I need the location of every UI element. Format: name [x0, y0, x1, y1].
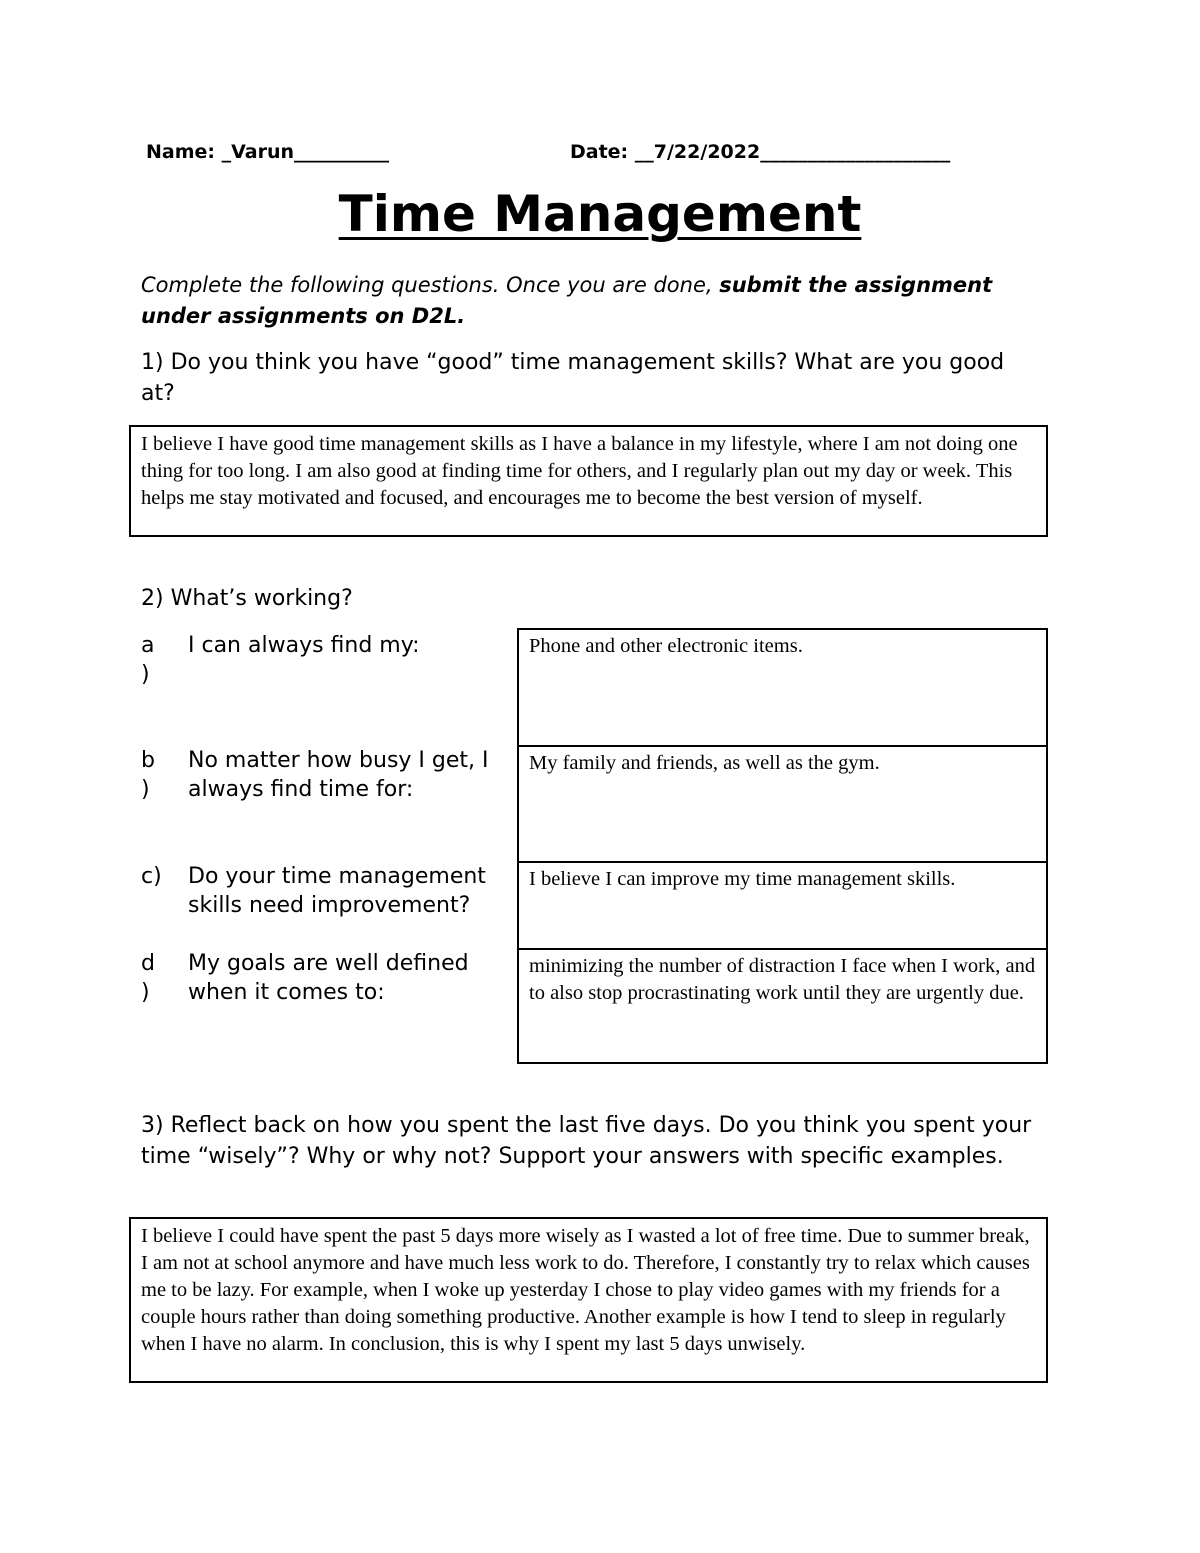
answer-2-table: [517, 628, 1048, 1064]
sub-question-b-prompt: No matter how busy I get, I always find time for:: [188, 748, 489, 802]
instructions-text: Complete the following questions. Once you are done,: [141, 273, 720, 297]
sub-letter-top: b: [141, 748, 155, 773]
answer-2d-cell[interactable]: minimizing the number of distraction I face when I work, and to also stop procrastinating work until they are urgently due.: [519, 948, 1046, 1064]
date-field: Date: __7/22/2022____________________: [570, 141, 951, 163]
sub-question-c-prompt: Do your time management skills need improvement?: [188, 864, 486, 918]
question-1: 1) Do you think you have “good” time management skills? What are you good at?: [141, 350, 1005, 406]
sub-letter-top: a: [141, 633, 155, 658]
name-field: Name: _Varun__________: [146, 141, 390, 163]
answer-3-box[interactable]: I believe I could have spent the past 5 days more wisely as I wasted a lot of free time. Due to summer break, I am not at school anymore and have much less work to do. Therefore, I constantly try to relax which causes me to be lazy. For example, when I woke up yesterday I chose to play video games with my friends for a couple hours rather than doing something productive. Another example is how I tend to sleep in regularly when I have no alarm. In conclusion, this is why I spent my last 5 days unwisely.: [129, 1217, 1048, 1383]
answer-1-box[interactable]: I believe I have good time management skills as I have a balance in my lifestyle, where I am not doing one thing for too long. I am also good at finding time for others, and I regularly plan out my day or week. This helps me stay motivated and focused, and encourages me to become the best version of myself.: [129, 425, 1048, 537]
sub-letter-top: d: [141, 951, 155, 976]
sub-question-a-prompt: I can always find my:: [188, 633, 420, 658]
answer-2a-cell[interactable]: Phone and other electronic items.: [529, 635, 803, 657]
sub-letter-top: c): [141, 864, 162, 889]
sub-question-a-letter: [141, 631, 171, 689]
sub-letter-bottom: ): [141, 662, 150, 687]
question-2: 2) What’s working?: [141, 586, 353, 611]
question-3: 3) Reflect back on how you spent the last five days. Do you think you spent your time “wisely”? Why or why not? Support your answers with specific examples.: [141, 1113, 1032, 1169]
instructions: [141, 270, 1021, 332]
sub-letter-bottom: ): [141, 980, 150, 1005]
answer-2b-cell[interactable]: My family and friends, as well as the gym.: [519, 745, 1046, 861]
sub-letter-bottom: ): [141, 777, 150, 802]
instructions-emphasis: submit the assignment under assignments on D2L.: [141, 273, 993, 328]
answer-2c-cell[interactable]: I believe I can improve my time management skills.: [519, 861, 1046, 948]
sub-question-c-letter: [141, 862, 171, 891]
sub-question-d-prompt: My goals are well defined when it comes to:: [188, 951, 469, 1005]
sub-question-b-letter: [141, 746, 171, 804]
sub-question-d-letter: [141, 949, 171, 1007]
page-title: Time Management: [338, 185, 862, 243]
